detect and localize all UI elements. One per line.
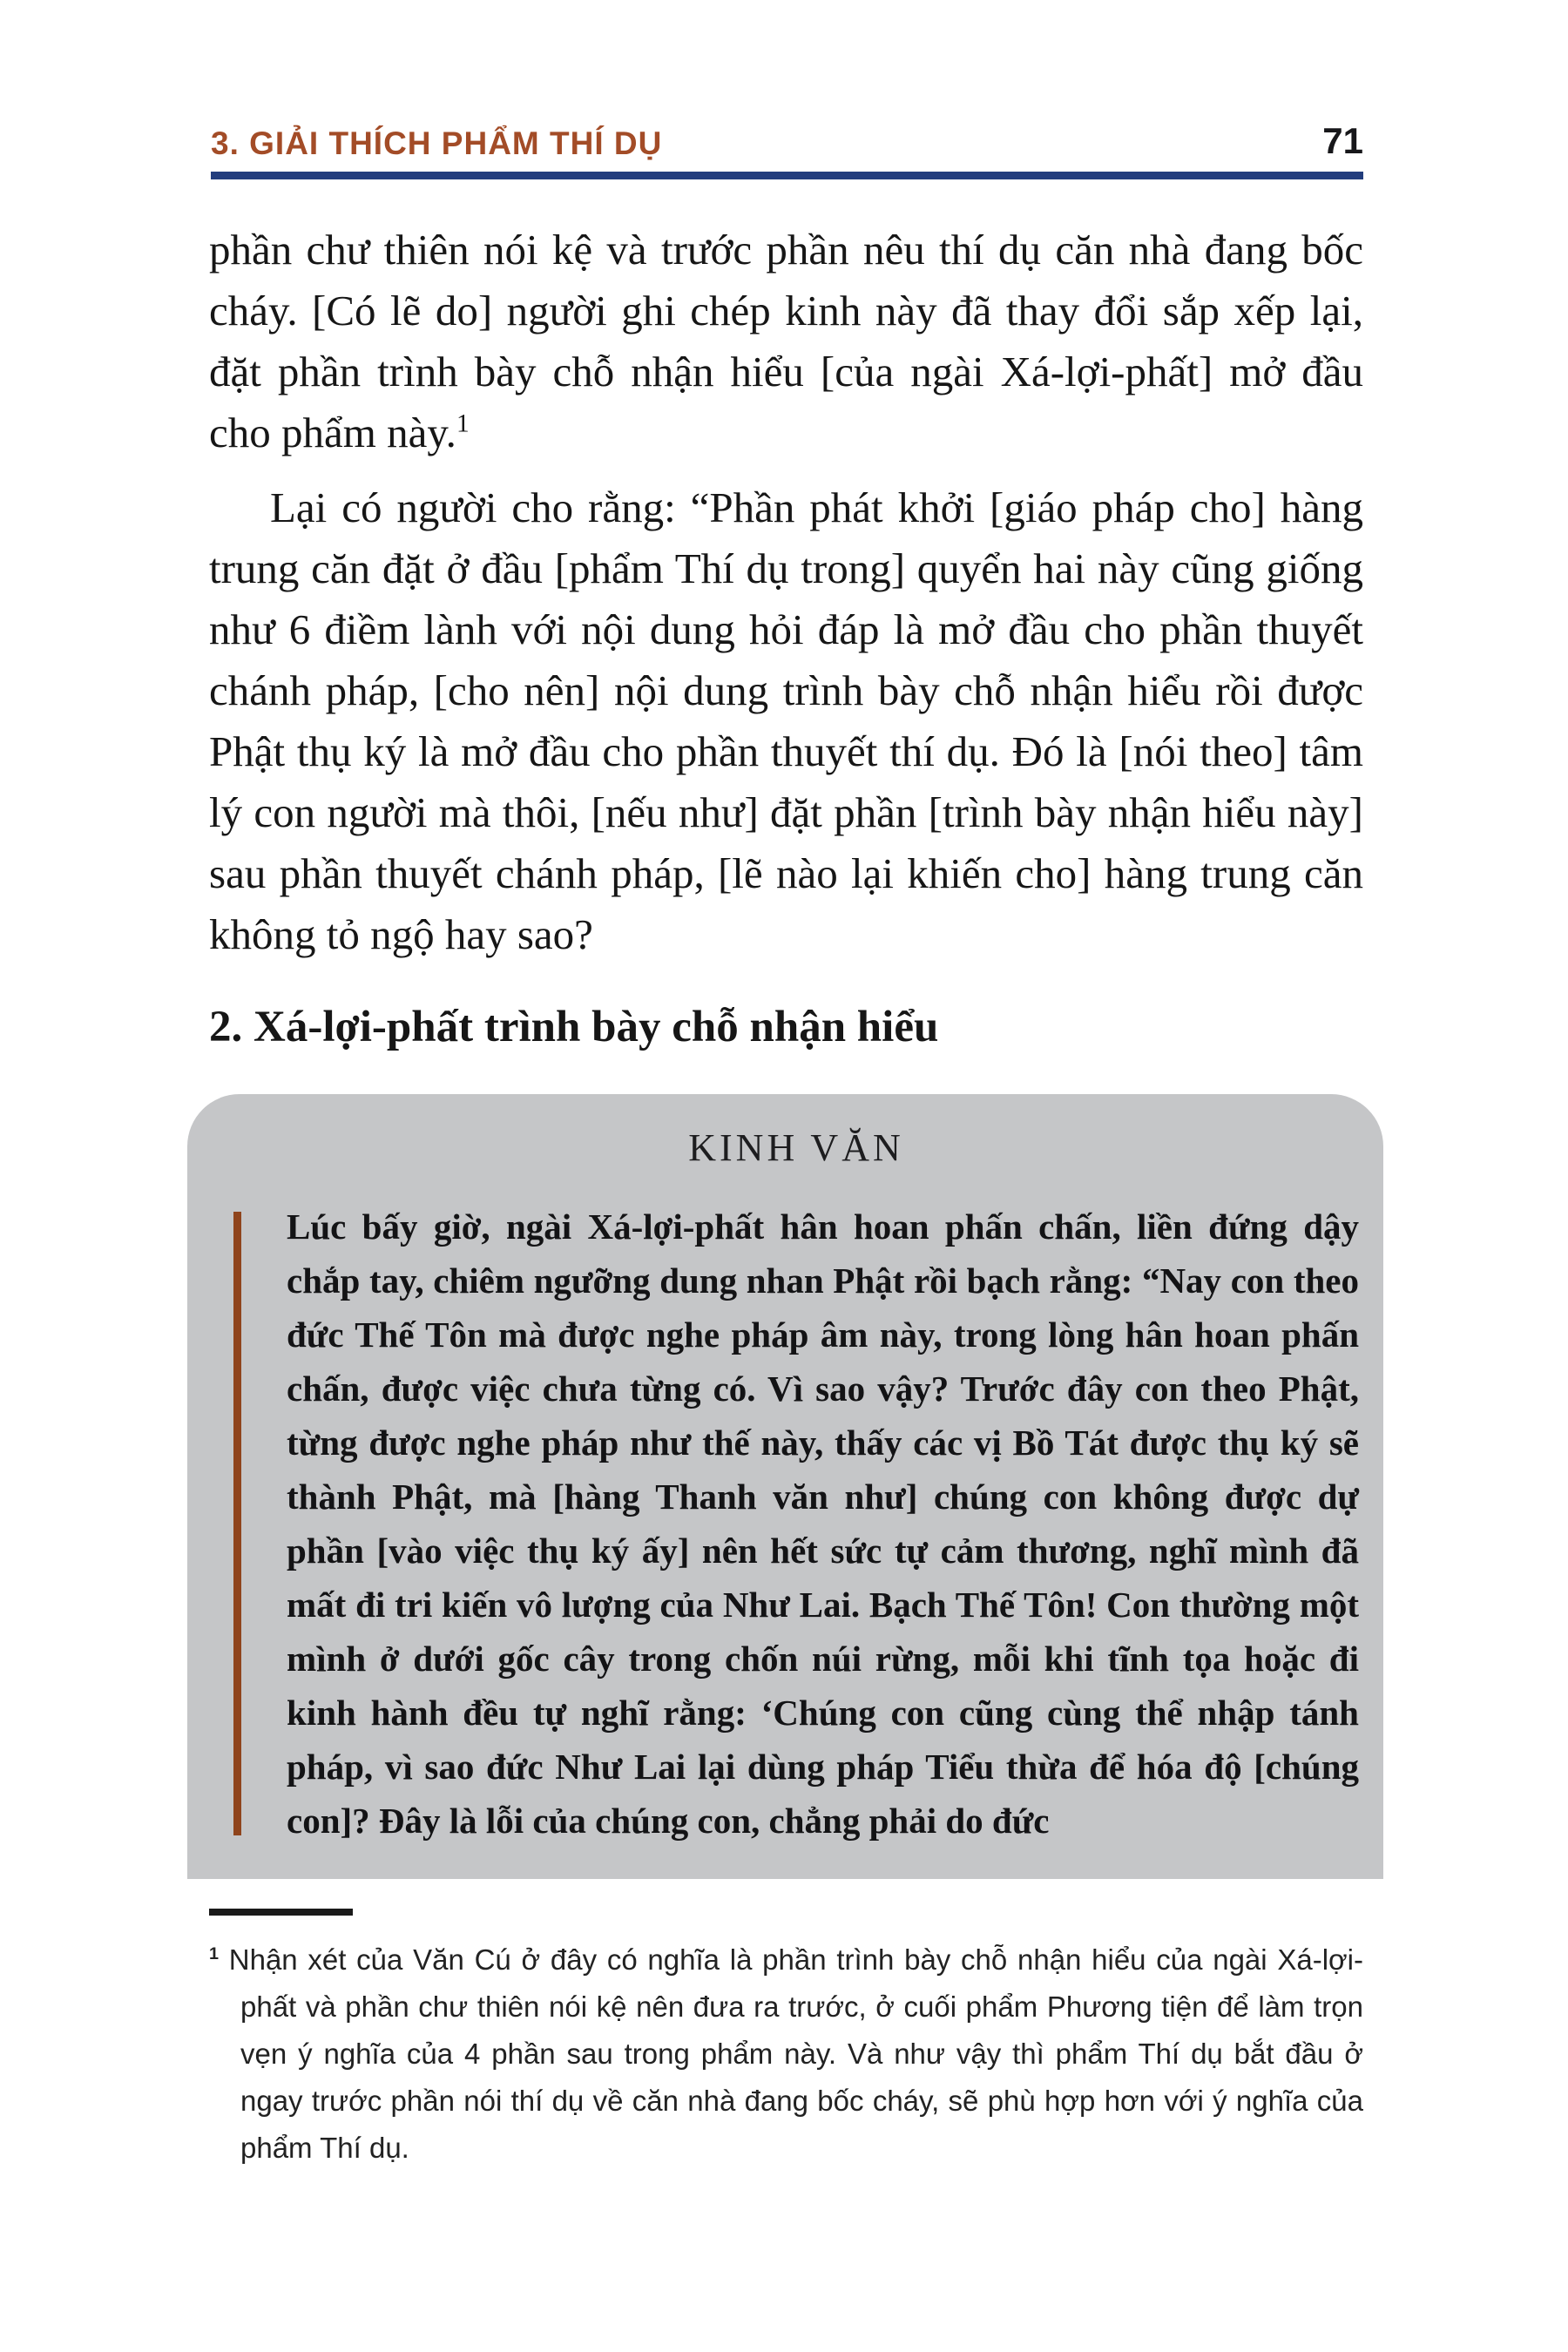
body-paragraph — [209, 220, 1363, 463]
section-heading: 2. Xá-lợi-phất trình bày chỗ nhận hiểu — [209, 1003, 939, 1051]
page-header — [211, 120, 1363, 162]
sutra-text-box — [187, 1094, 1383, 1879]
body-paragraph: Lại có người cho rằng: “Phần phát khởi [giáo pháp cho] hàng trung căn đặt ở đầu [phẩm Thí dụ trong] quyển hai này cũng giống như 6 điềm lành với nội dung hỏi đáp là mở đầu cho phần thuyết chánh pháp, [cho nên] nội dung trình bày chỗ nhận hiểu rồi được Phật thụ ký là mở đầu cho phần thuyết thí dụ. Đó là [nói theo] tâm lý con người mà thôi, [nếu như] đặt phần [trình bày nhận hiểu này] sau phần thuyết chánh pháp, [lẽ nào lại khiến cho] hàng trung căn không tỏ ngộ hay sao? — [209, 483, 1363, 958]
body-paragraph-text: phần chư thiên nói kệ và trước phần nêu thí dụ căn nhà đang bốc cháy. [Có lẽ do] người ghi chép kinh này đã thay đổi sắp xếp lại, đặt phần trình bày chỗ nhận hiểu [của ngài Xá-lợi-phất] mở đầu cho phẩm này. — [209, 226, 1363, 456]
page-number: 71 — [1322, 120, 1363, 161]
page-body — [209, 220, 1363, 2200]
running-chapter-title: 3. GIẢI THÍCH PHẨM THÍ DỤ — [211, 125, 663, 161]
footnote — [209, 1936, 1363, 2172]
header-divider-rule — [211, 172, 1363, 179]
sutra-quote-text: Lúc bấy giờ, ngài Xá-lợi-phất hân hoan phấn chấn, liền đứng dậy chắp tay, chiêm ngưỡng dung nhan Phật rồi bạch rằng: “Nay con theo đức Thế Tôn mà được nghe pháp âm này, trong lòng hân hoan phấn chấn, được việc chưa từng có. Vì sao vậy? Trước đây con theo Phật, từng được nghe pháp như thế này, thấy các vị Bồ Tát được thụ ký sẽ thành Phật, mà [hàng Thanh văn như] chúng con không được dự phần [vào việc thụ ký ấy] nên hết sức tự cảm thương, nghĩ mình đã mất đi tri kiến vô lượng của Như Lai. Bạch Thế Tôn! Con thường một mình ở dưới gốc cây trong chốn núi rừng, mỗi khi tĩnh tọa hoặc đi kinh hành đều tự nghĩ rằng: ‘Chúng con cũng cùng thể nhập tánh pháp, vì sao đức Như Lai lại dùng pháp Tiểu thừa để hóa độ [chúng con]? Đây là lỗi của chúng con, chẳng phải do đức — [287, 1206, 1359, 1841]
quote-left-bar — [233, 1212, 241, 1835]
footnote-text: Nhận xét của Văn Cú ở đây có nghĩa là phần trình bày chỗ nhận hiểu của ngài Xá-lợi-phất và phần chư thiên nói kệ nên đưa ra trước, ở cuối phẩm Phương tiện để làm trọn vẹn ý nghĩa của 4 phần sau trong phẩm này. Và như vậy thì phẩm Thí dụ bắt đầu ở ngay trước phần nói thí dụ về căn nhà đang bốc cháy, sẽ phù hợp hơn với ý nghĩa của phẩm Thí dụ. — [228, 1943, 1364, 2164]
footnote-reference: 1 — [456, 409, 470, 438]
sutra-box-label: KINH VĂN — [688, 1126, 904, 1169]
footnote-marker: 1 — [209, 1944, 220, 1963]
footnote-separator — [209, 1909, 353, 1916]
sutra-quote-row — [233, 1200, 1359, 1848]
